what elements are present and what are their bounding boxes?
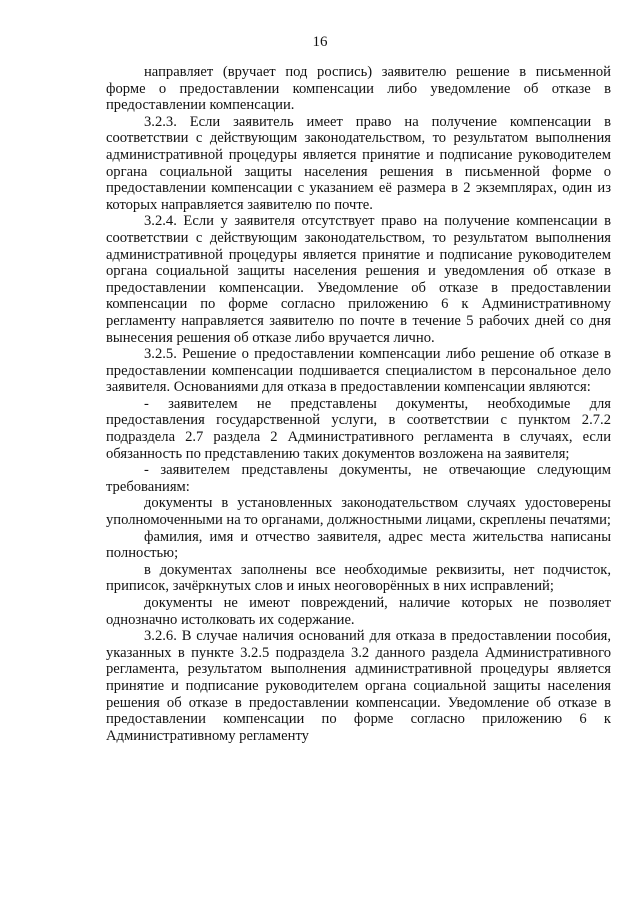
paragraph-3-2-3: 3.2.3. Если заявитель имеет право на получение компенсации в соответствии с действующим законодательством, то результатом выполнения административной процедуры является принятие и подписание руководителем органа социальной защиты населения решения в письменной форме о предоставлении компенсации с указанием её размера в 2 экземплярах, один из которых направляется заявителю по почте. bbox=[106, 113, 611, 213]
requirement-certified: документы в установленных законодательством случаях удостоверены уполномоченными на то органами, должностными лицами, скреплены печатями; bbox=[106, 495, 611, 529]
paragraph-3-2-5: 3.2.5. Решение о предоставлении компенсации либо решение об отказе в предоставлении компенсации подшивается специалистом в персональное дело заявителя. Основаниями для отказа в предоставлении компенсации являются: bbox=[106, 346, 611, 396]
list-item-documents-not-compliant: - заявителем представлены документы, не отвечающие следующим требованиям: bbox=[106, 462, 611, 495]
paragraph-3-2-4: 3.2.4. Если у заявителя отсутствует право на получение компенсации в соответствии с действующим законодательством, то результатом выполнения административной процедуры является принятие и подписание руководителем органа социальной защиты населения решения и уведомления об отказе в предоставлении компенсации. Уведомление об отказе в предоставлении компенсации по форме согласно приложению 6 к Административному регламенту направляется заявителю по почте в течение 5 рабочих дней со дня вынесения решения об отказе либо вручается лично. bbox=[106, 213, 611, 346]
document-body bbox=[106, 64, 611, 744]
requirement-no-damage: документы не имеют повреждений, наличие которых не позволяет однозначно истолковать их содержание. bbox=[106, 595, 611, 628]
page-number: 16 bbox=[312, 34, 328, 50]
requirement-no-corrections: в документах заполнены все необходимые реквизиты, нет подчисток, приписок, зачёркнутых слов и иных неоговорённых в них исправлений; bbox=[106, 561, 611, 595]
requirement-full-name: фамилия, имя и отчество заявителя, адрес места жительства написаны полностью; bbox=[106, 528, 611, 562]
paragraph-continuation: направляет (вручает под роспись) заявителю решение в письменной форме о предоставлении компенсации либо уведомление об отказе в предоставлении компенсации. bbox=[106, 64, 611, 114]
list-item-documents-not-submitted: - заявителем не представлены документы, необходимые для предоставления государственной услуги, в соответствии с пунктом 2.7.2 подраздела 2.7 раздела 2 Административного регламента в случаях, если обязанность по представлению таких документов возложена на заявителя; bbox=[106, 395, 611, 462]
paragraph-3-2-6: 3.2.6. В случае наличия оснований для отказа в предоставлении пособия, указанных в пункте 3.2.5 подраздела 3.2 данного раздела Административного регламента, результатом выполнения административной процедуры является принятие и подписание руководителем органа социальной защиты населения решения об отказе в предоставлении компенсации. Уведомление об отказе в предоставлении компенсации по форме согласно приложению 6 к Административному регламенту bbox=[106, 628, 611, 744]
